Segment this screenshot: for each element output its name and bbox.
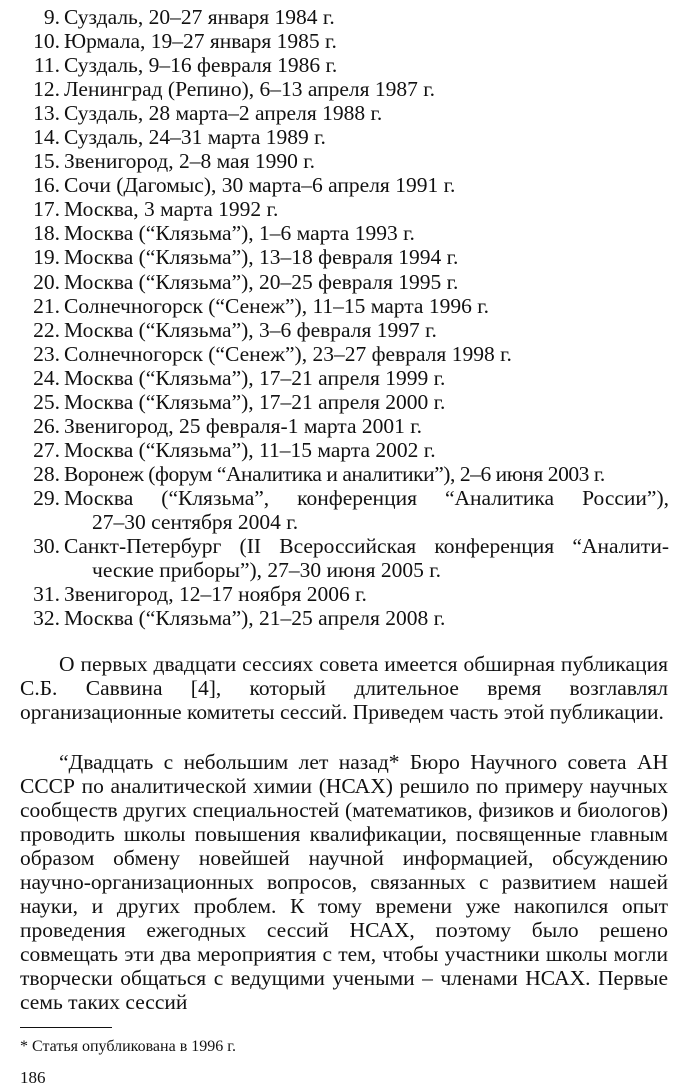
list-item	[14, 29, 669, 53]
list-item	[14, 390, 669, 414]
item-text: Солнечногорск (“Сенеж”), 23–27 февраля 1998 г.	[64, 341, 512, 366]
item-number: 27.	[33, 437, 60, 462]
item-text-line: Санкт-Петербург (II Всероссийская конференция “Аналити-	[64, 534, 669, 559]
item-text	[64, 486, 669, 534]
list-item	[14, 294, 669, 318]
item-number: 18.	[33, 221, 60, 246]
item-text: Сочи (Дагомыс), 30 марта–6 апреля 1991 г.	[64, 173, 456, 198]
item-text: Звенигород, 12–17 ноября 2006 г.	[64, 582, 367, 607]
list-item	[14, 173, 669, 197]
list-item	[14, 197, 669, 221]
item-text: Москва (“Клязьма”), 1–6 марта 1993 г.	[64, 221, 415, 246]
item-text: Суздаль, 20–27 января 1984 г.	[64, 5, 335, 29]
item-number: 20.	[33, 269, 60, 294]
item-text	[64, 534, 669, 582]
list-item	[14, 221, 669, 245]
list-item	[14, 582, 669, 606]
item-text: Москва, 3 марта 1992 г.	[64, 197, 279, 222]
item-number: 31.	[33, 582, 60, 607]
item-number: 14.	[33, 125, 60, 150]
item-text: Суздаль, 24–31 марта 1989 г.	[64, 125, 326, 150]
item-number: 17.	[33, 197, 60, 222]
sessions-list	[14, 5, 669, 630]
item-number: 30.	[33, 534, 60, 559]
item-number: 21.	[33, 293, 60, 318]
item-text: Юрмала, 19–27 января 1985 г.	[64, 29, 337, 54]
item-number: 13.	[33, 101, 60, 126]
list-item	[14, 414, 669, 438]
item-number: 9.	[43, 5, 60, 29]
item-number: 15.	[33, 149, 60, 174]
list-item	[14, 534, 669, 582]
footnote-divider	[20, 1027, 112, 1028]
item-text: Суздаль, 9–16 февраля 1986 г.	[64, 53, 338, 78]
list-item	[14, 245, 669, 269]
item-text: Солнечногорск (“Сенеж”), 11–15 марта 1996 г.	[64, 293, 489, 318]
item-number: 25.	[33, 389, 60, 414]
item-text: Москва (“Клязьма”), 11–15 марта 2002 г.	[64, 437, 436, 462]
list-item	[14, 53, 669, 77]
list-item	[14, 77, 669, 101]
item-number: 16.	[33, 173, 60, 198]
item-text: Воронеж (форум “Аналитика и аналитики”), 2–6 июня 2003 г.	[64, 461, 605, 486]
item-number: 24.	[33, 365, 60, 390]
item-text: Москва (“Клязьма”), 20–25 февраля 1995 г.	[64, 269, 459, 294]
list-item	[14, 149, 669, 173]
item-number: 29.	[33, 485, 60, 510]
list-item	[14, 125, 669, 149]
item-text: Звенигород, 25 февраля-1 марта 2001 г.	[64, 413, 423, 438]
item-text-continuation: 27–30 сентября 2004 г.	[92, 509, 299, 534]
list-item	[14, 270, 669, 294]
item-text: Звенигород, 2–8 мая 1990 г.	[64, 149, 315, 174]
list-item	[14, 318, 669, 342]
list-item	[14, 462, 669, 486]
item-number: 26.	[33, 413, 60, 438]
footnote: * Статья опубликована в 1996 г.	[20, 1038, 237, 1055]
item-text-continuation: ческие приборы”), 27–30 июня 2005 г.	[92, 558, 442, 583]
item-number: 23.	[33, 341, 60, 366]
item-number: 32.	[33, 606, 60, 631]
item-number: 22.	[33, 317, 60, 342]
list-item	[14, 366, 669, 390]
page-number: 186	[20, 1068, 46, 1087]
item-text: Москва (“Клязьма”), 17–21 апреля 1999 г.	[64, 365, 446, 390]
item-number: 28.	[33, 461, 60, 486]
item-number: 19.	[33, 245, 60, 270]
list-item	[14, 606, 669, 630]
quoted-paragraph: “Двадцать с небольшим лет назад* Бюро Научного совета АН СССР по аналитической химии (НСАХ) решило по примеру научных сообществ других специальностей (математиков, физиков и биологов) проводить школы повышения квалификации, посвященные главным образом обмену новейшей научной информацией, обсуждению научно-организационных вопросов, связанных с развитием нашей науки, и других проблем. К тому времени уже накопился опыт проведения ежегодных сессий НСАХ, поэтому было решено совмещать эти два мероприятия с тем, чтобы участники школы могли творчески общаться с ведущими учеными – членами НСАХ. Первые семь таких сессий	[20, 750, 668, 1015]
item-text: Москва (“Клязьма”), 21–25 апреля 2008 г.	[64, 606, 446, 631]
list-item	[14, 486, 669, 534]
list-item	[14, 101, 669, 125]
item-text: Суздаль, 28 марта–2 апреля 1988 г.	[64, 101, 383, 126]
item-text-line: Москва (“Клязьма”, конференция “Аналитика России”),	[64, 485, 669, 510]
item-text: Москва (“Клязьма”), 17–21 апреля 2000 г.	[64, 389, 446, 414]
list-item	[14, 438, 669, 462]
list-item	[14, 5, 669, 29]
item-number: 11.	[33, 53, 60, 78]
list-item	[14, 342, 669, 366]
item-number: 10.	[33, 29, 60, 54]
item-text: Москва (“Клязьма”), 13–18 февраля 1994 г.	[64, 245, 459, 270]
item-text: Москва (“Клязьма”), 3–6 февраля 1997 г.	[64, 317, 437, 342]
item-number: 12.	[33, 77, 60, 102]
item-text: Ленинград (Репино), 6–13 апреля 1987 г.	[64, 77, 436, 102]
body-paragraph: О первых двадцати сессиях совета имеется обширная публикация С.Б. Саввина [4], который длительное время возглавлял организационные комитеты сессий. Приведем часть этой публикации.	[20, 652, 668, 725]
